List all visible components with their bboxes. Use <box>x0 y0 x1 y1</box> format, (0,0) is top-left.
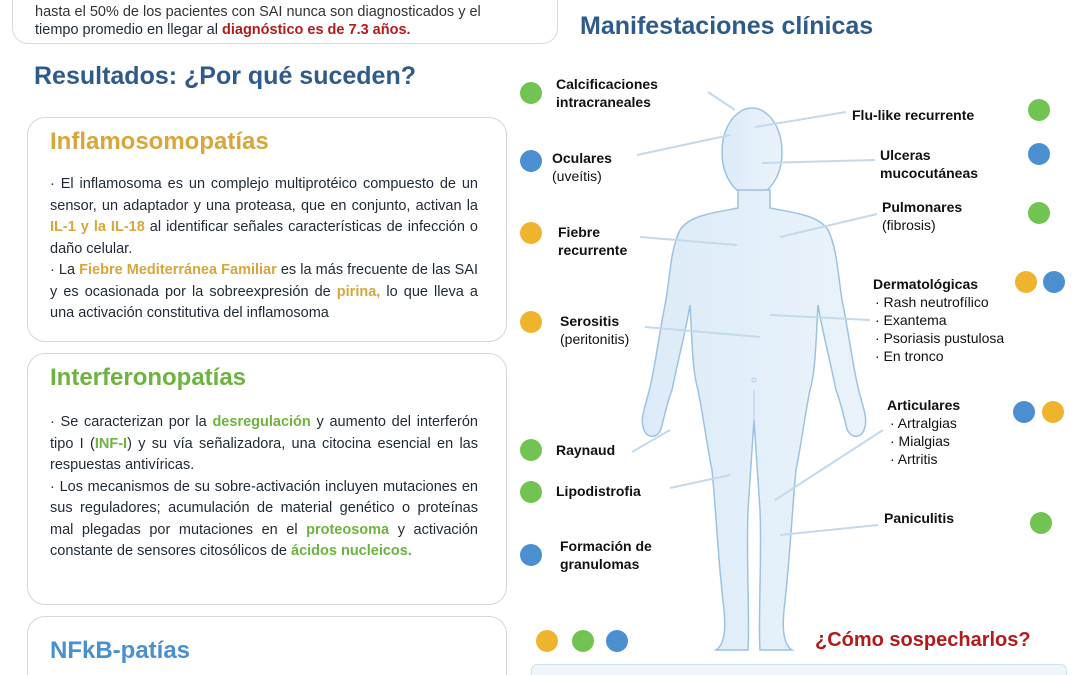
interferon-text: y aumento del interferón tipo I ( <box>50 414 478 452</box>
articulares-item: · Mialgias <box>890 433 950 449</box>
green-dot <box>1028 99 1050 121</box>
label-lipodistrofia: Lipodistrofia <box>556 483 641 499</box>
interferon-highlight: desregulación <box>212 414 311 430</box>
results-title: Resultados: ¿Por qué suceden? <box>34 62 417 90</box>
inflamo-text: es la más frecuente de las SAI y es ocasionada por la sobreexpresión de <box>50 262 478 300</box>
suspect-title: ¿Cómo sospecharlos? <box>815 629 1031 651</box>
inflamo-text: · La <box>50 262 80 278</box>
intro-highlight: diagnóstico es de 7.3 años. <box>222 22 411 38</box>
label-dermatologicas: Dermatológicas · Rash neutrofílico · Exantema · Psoriasis pustulosa · En tronco <box>873 276 1005 364</box>
label-calcificaciones: Calcificaciones intracraneales <box>556 76 658 110</box>
inflamo-text: lo que lleva a una activación constitutiva del inflamosoma <box>50 283 478 321</box>
label-raynaud: Raynaud <box>556 442 616 458</box>
interferon-highlight: proteosoma <box>306 521 390 538</box>
label-serositis: Serositis (peritonitis) <box>560 313 630 347</box>
legend-green-dot <box>572 630 594 652</box>
legend-blue-dot <box>606 630 628 652</box>
inflamo-highlight: IL-1 y la IL-18 <box>50 219 145 235</box>
blue-dot <box>520 150 542 172</box>
interferon-text: y activación constante de sensores citosólicos de <box>50 521 478 559</box>
yellow-dot <box>1015 271 1037 293</box>
yellow-dot <box>1042 401 1064 423</box>
label-pulmonares: Pulmonares (fibrosis) <box>882 199 963 233</box>
blue-dot <box>520 544 542 566</box>
articulares-item: · Artritis <box>890 451 938 467</box>
green-dot <box>1030 512 1052 534</box>
inflamo-text: al identificar señales características de infección o daño celular. <box>50 219 478 257</box>
suspect-box <box>531 664 1067 675</box>
intro-line-2-text: tiempo promedio en llegar al <box>35 22 222 38</box>
dermato-item: · En tronco <box>875 348 944 364</box>
label-articulares: Articulares · Artralgias · Mialgias · Artritis <box>887 397 961 467</box>
inflamo-highlight: Fiebre Mediterránea Familiar <box>79 262 277 278</box>
articulares-item: · Artralgias <box>890 415 957 431</box>
interferon-text: ) y su vía señalizadora, una citocina esencial en las respuestas antivíricas. <box>50 435 478 473</box>
blue-dot <box>1028 143 1050 165</box>
interferon-highlight: ácidos nucleicos. <box>291 543 412 559</box>
yellow-dot <box>520 222 542 244</box>
card-title-nfkb: NFkB-patías <box>50 637 191 664</box>
dermato-item: · Psoriasis pustulosa <box>875 330 1005 346</box>
inflamo-text: · El inflamosoma es un complejo multiprotéico compuesto de un sensor, un adaptador y una proteasa, que en conjunto, activan la <box>50 176 478 214</box>
label-granulomas: Formación de granulomas <box>560 538 652 572</box>
pointer-arrows <box>632 92 883 535</box>
green-dot <box>520 481 542 503</box>
interferon-highlight: INF-I <box>94 435 128 452</box>
card-title-inflamo: Inflamosomopatías <box>50 128 269 155</box>
dermato-item: · Exantema <box>875 312 947 328</box>
legend-yellow-dot <box>536 630 558 652</box>
inflamo-highlight: pirina, <box>336 283 381 300</box>
blue-dot <box>1043 271 1065 293</box>
dermato-item: · Rash neutrofílico <box>875 294 989 310</box>
green-dot <box>1028 202 1050 224</box>
interferon-text: · Los mecanismos de su sobre-activación incluyen mutaciones en sus reguladores; acumulación de material genético o proteínas mal plegadas por mutaciones en el <box>50 478 478 538</box>
card-title-interferon: Interferonopatías <box>50 364 247 391</box>
clinical-title: Manifestaciones clínicas <box>580 12 874 40</box>
intro-line-1: hasta el 50% de los pacientes con SAI nunca son diagnosticados y el <box>35 4 481 20</box>
yellow-dot <box>520 311 542 333</box>
green-dot <box>520 82 542 104</box>
label-ulceras: Ulceras mucocutáneas <box>880 147 979 181</box>
label-oculares: Oculares (uveítis) <box>552 150 612 184</box>
interferon-text: · Se caracterizan por la <box>50 414 213 430</box>
label-flu-like: Flu-like recurrente <box>852 107 975 123</box>
label-paniculitis: Paniculitis <box>884 510 955 526</box>
blue-dot <box>1013 401 1035 423</box>
label-fiebre: Fiebre recurrente <box>558 224 628 258</box>
green-dot <box>520 439 542 461</box>
